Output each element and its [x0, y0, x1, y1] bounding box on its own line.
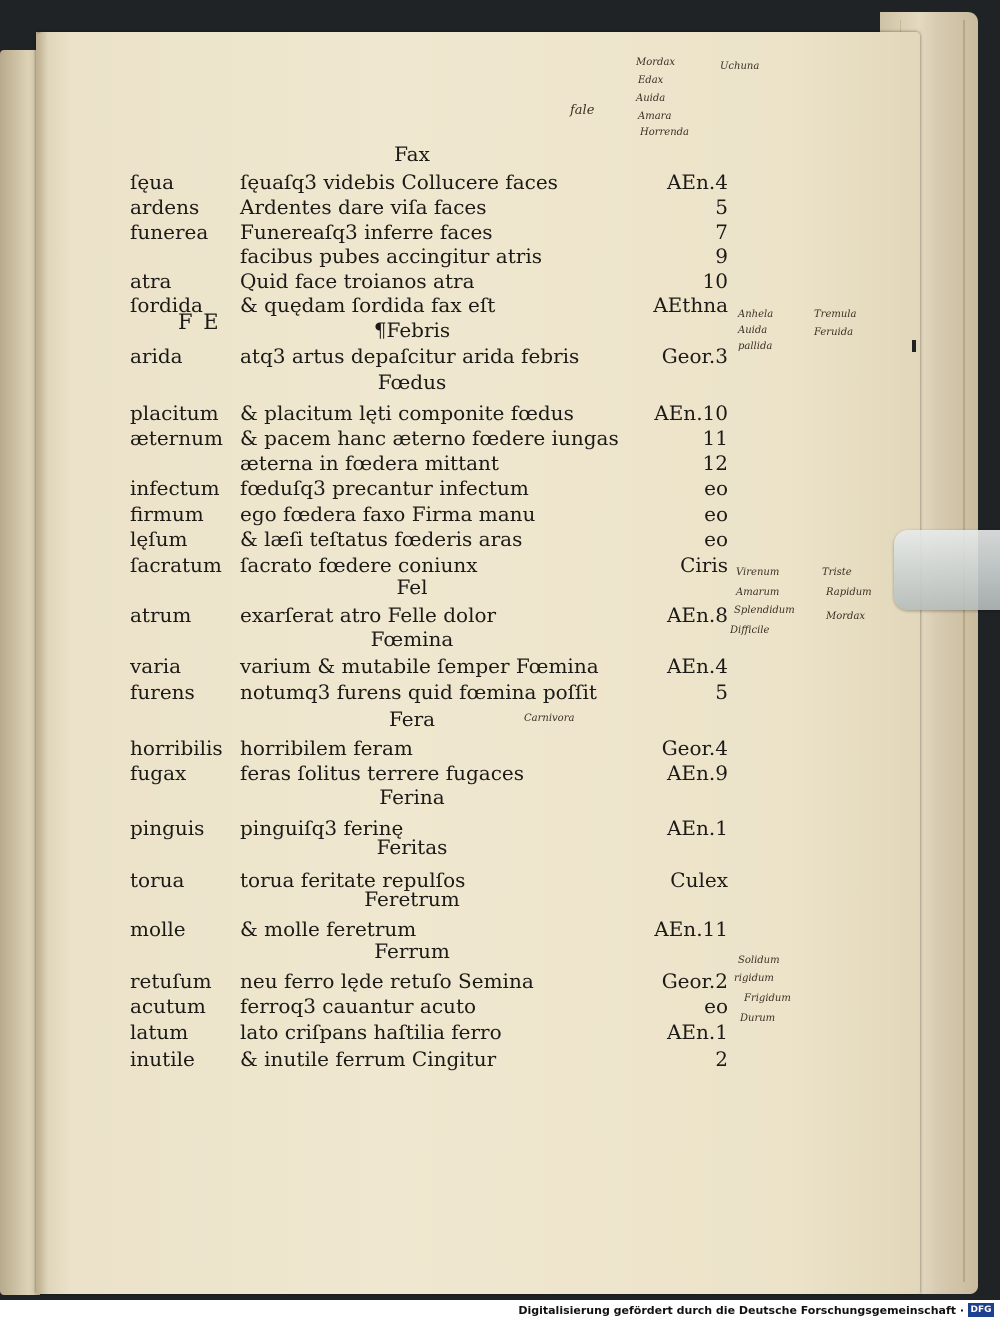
lemma: ſordida	[130, 293, 203, 317]
quotation: Quid face troianos atra	[240, 269, 475, 293]
quotation: pinguiſq3 ferinę	[240, 816, 404, 840]
section-heading: Ferina	[379, 785, 445, 809]
page-clip	[894, 530, 1000, 610]
lemma: ardens	[130, 195, 200, 219]
margin-note-ferrum-2: rigidum	[734, 973, 774, 984]
source-reference: eo	[704, 476, 728, 500]
lemma: ſacratum	[130, 553, 222, 577]
lemma: arida	[130, 344, 183, 368]
source-reference: 12	[702, 451, 728, 475]
margin-note-ferrum-1: Solidum	[738, 955, 780, 966]
section-heading: Fœdus	[377, 370, 447, 394]
lemma: inutile	[130, 1047, 195, 1071]
source-reference: Geor.3	[661, 344, 728, 368]
margin-note-fax-6: Uchuna	[720, 61, 760, 72]
source-reference: 9	[715, 244, 728, 268]
source-reference: AEn.9	[666, 761, 728, 785]
lemma: varia	[130, 654, 182, 678]
dfg-logo: DFG	[968, 1303, 994, 1317]
margin-note-fel-4: Difficile	[730, 625, 770, 636]
footer-credit: Digitalisierung gefördert durch die Deutsche Forschungsgemeinschaft ·	[518, 1304, 964, 1317]
source-reference: Geor.4	[661, 736, 728, 760]
source-reference: 11	[702, 426, 728, 450]
source-reference: AEn.8	[666, 603, 728, 627]
margin-note-fax-5: Horrenda	[640, 127, 690, 138]
margin-note-febris-2: Auida	[738, 325, 768, 336]
lemma: ſęua	[130, 170, 175, 194]
margin-note-fax-1: Mordax	[636, 57, 676, 68]
margin-note-fax-2: Edax	[638, 75, 664, 86]
margin-note-febris-5: Feruida	[814, 327, 854, 338]
margin-note-febris-3: pallida	[738, 341, 773, 352]
margin-note-ferrum-4: Durum	[740, 1013, 776, 1024]
lemma: retuſum	[130, 969, 212, 993]
margin-note-fax-left: fale	[570, 103, 595, 118]
quotation: atq3 artus depaſcitur arida febris	[240, 344, 580, 368]
quotation: notumq3 furens quid fœmina poſſit	[240, 680, 597, 704]
quotation: feras ſolitus terrere fugaces	[240, 761, 525, 785]
lemma: latum	[130, 1020, 189, 1044]
lemma: atrum	[130, 603, 192, 627]
margin-note-febris-4: Tremula	[814, 309, 857, 320]
lemma: horribilis	[130, 736, 223, 760]
lemma: infectum	[130, 476, 220, 500]
quotation: facibus pubes accingitur atris	[240, 244, 542, 268]
source-reference: Ciris	[680, 553, 728, 577]
source-reference: AEn.1	[666, 1020, 728, 1044]
source-reference: eo	[704, 502, 728, 526]
quotation: ego fœdera faxo Firma manu	[240, 502, 536, 526]
lemma: æternum	[130, 426, 223, 450]
margin-note-fel-2: Amarum	[736, 587, 780, 598]
source-reference: 2	[715, 1047, 728, 1071]
quotation: & pacem hanc æterno fœdere iungas	[240, 426, 619, 450]
quotation: lato criſpans haſtilia ferro	[240, 1020, 502, 1044]
source-reference: Culex	[670, 868, 728, 892]
ink-mark	[912, 340, 916, 352]
source-reference: 10	[702, 269, 728, 293]
quotation: torua feritate repulſos	[240, 868, 466, 892]
section-heading: Fax	[394, 142, 430, 166]
lemma: torua	[130, 868, 185, 892]
section-heading: Fœmina	[370, 627, 454, 651]
source-reference: AEn.11	[654, 917, 728, 941]
quotation: & læſi teſtatus fœderis aras	[240, 527, 523, 551]
quotation: horribilem feram	[240, 736, 413, 760]
quotation: æterna in fœdera mittant	[240, 451, 499, 475]
quotation: ferroq3 cauantur acuto	[240, 994, 477, 1018]
margin-note-febris-1: Anhela	[738, 309, 774, 320]
page-gutter	[36, 32, 48, 1294]
source-reference: AEn.4	[666, 170, 728, 194]
margin-note-fel-7: Mordax	[826, 611, 866, 622]
lemma: molle	[130, 917, 186, 941]
margin-note-fel-5: Triste	[822, 567, 852, 578]
section-heading: Feretrum	[364, 887, 460, 911]
lemma: placitum	[130, 401, 219, 425]
source-reference: Geor.2	[661, 969, 728, 993]
quotation: exarſerat atro Felle dolor	[240, 603, 497, 627]
source-reference: AEn.10	[654, 401, 728, 425]
facing-page-edge	[0, 50, 40, 1295]
margin-note-fax-3: Auida	[636, 93, 666, 104]
source-reference: AEn.4	[666, 654, 728, 678]
section-heading: ¶Febris	[373, 318, 451, 342]
margin-note-fel-1: Virenum	[736, 567, 780, 578]
lemma: lęſum	[130, 527, 188, 551]
source-reference: 7	[715, 220, 728, 244]
lemma: funerea	[130, 220, 209, 244]
quotation: ſęuaſq3 videbis Collucere faces	[240, 170, 558, 194]
lemma: firmum	[130, 502, 204, 526]
section-heading: Fel	[396, 575, 428, 599]
lemma: acutum	[130, 994, 206, 1018]
margin-note-fel-6: Rapidum	[826, 587, 872, 598]
quotation: neu ferro lęde retuſo Semina	[240, 969, 534, 993]
lemma: furens	[130, 680, 195, 704]
quotation: Ardentes dare viſa faces	[240, 195, 487, 219]
margin-note-fera: Carnivora	[524, 713, 575, 724]
quotation: & quędam ſordida fax eſt	[240, 293, 496, 317]
section-heading: Fera	[388, 707, 436, 731]
margin-note-ferrum-3: Frigidum	[744, 993, 791, 1004]
margin-note-fel-3: Splendidum	[734, 605, 795, 616]
quotation: & molle feretrum	[240, 917, 417, 941]
margin-note-fax-4: Amara	[638, 111, 672, 122]
source-reference: 5	[715, 195, 728, 219]
lemma: atra	[130, 269, 172, 293]
source-reference: 5	[715, 680, 728, 704]
lemma: fugax	[130, 761, 187, 785]
letter-guide: F E	[178, 310, 221, 334]
quotation: ſacrato fœdere coniunx	[240, 553, 478, 577]
quotation: & placitum lęti componite fœdus	[240, 401, 574, 425]
source-reference: eo	[704, 994, 728, 1018]
quotation: Funereaſq3 inferre faces	[240, 220, 493, 244]
quotation: & inutile ferrum Cingitur	[240, 1047, 497, 1071]
quotation: fœduſq3 precantur infectum	[240, 476, 529, 500]
source-reference: eo	[704, 527, 728, 551]
source-reference: AEn.1	[666, 816, 728, 840]
lemma: pinguis	[130, 816, 205, 840]
section-heading: Ferrum	[374, 939, 450, 963]
source-reference: AEthna	[653, 293, 728, 317]
section-heading: Feritas	[376, 835, 448, 859]
quotation: varium & mutabile ſemper Fœmina	[240, 654, 599, 678]
